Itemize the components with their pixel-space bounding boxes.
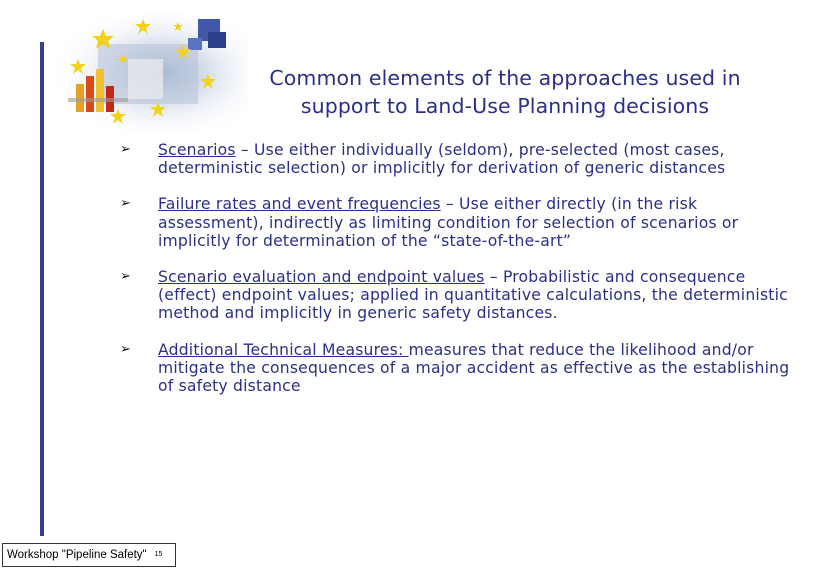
- arrow-bullet-icon: ➢: [120, 341, 132, 357]
- bullet-failure-rates: [120, 195, 800, 250]
- slide-footer: [2, 543, 176, 567]
- slide-title: [222, 64, 788, 120]
- arrow-bullet-icon: ➢: [120, 269, 132, 285]
- left-vertical-rule: [40, 42, 44, 536]
- bullet-additional-measures: [120, 341, 800, 396]
- bullet-term: Scenario evaluation and endpoint values: [158, 268, 485, 287]
- footer-label: Workshop "Pipeline Safety": [7, 549, 147, 561]
- page-number: 15: [154, 550, 163, 558]
- slide-title-line-1: Common elements of the approaches used in: [269, 66, 741, 90]
- bullet-term: Failure rates and event frequencies: [158, 195, 441, 214]
- bullet-text: measures that reduce the likelihood and/or mitigate the consequences of a major accident as effective as the establishing of safety distance: [158, 340, 790, 396]
- slide-title-line-2: support to Land-Use Planning decisions: [300, 94, 710, 118]
- bullet-text: – Use either individually (seldom), pre-selected (most cases, deterministic selection) or implicitly for derivation of generic distances: [158, 141, 726, 178]
- bullet-text: – Probabilistic and consequence (effect) endpoint values; applied in quantitative calculations, the deterministic method and implicitly in generic safety distances.: [158, 268, 788, 323]
- arrow-bullet-icon: ➢: [120, 142, 132, 157]
- eu-stars-collage-logo: [58, 14, 248, 132]
- bullet-text: – Use either directly (in the risk assessment), indirectly as limiting condition for selection of scenarios or implicitly for determination of the “state-of-the-art”: [158, 195, 739, 250]
- bullet-scenarios: [120, 141, 800, 177]
- bullet-term: Additional Technical Measures:: [158, 340, 409, 359]
- bullet-scenario-evaluation: [120, 268, 800, 323]
- bullet-list: [120, 141, 800, 413]
- bullet-term: Scenarios: [158, 141, 236, 159]
- arrow-bullet-icon: ➢: [120, 196, 132, 212]
